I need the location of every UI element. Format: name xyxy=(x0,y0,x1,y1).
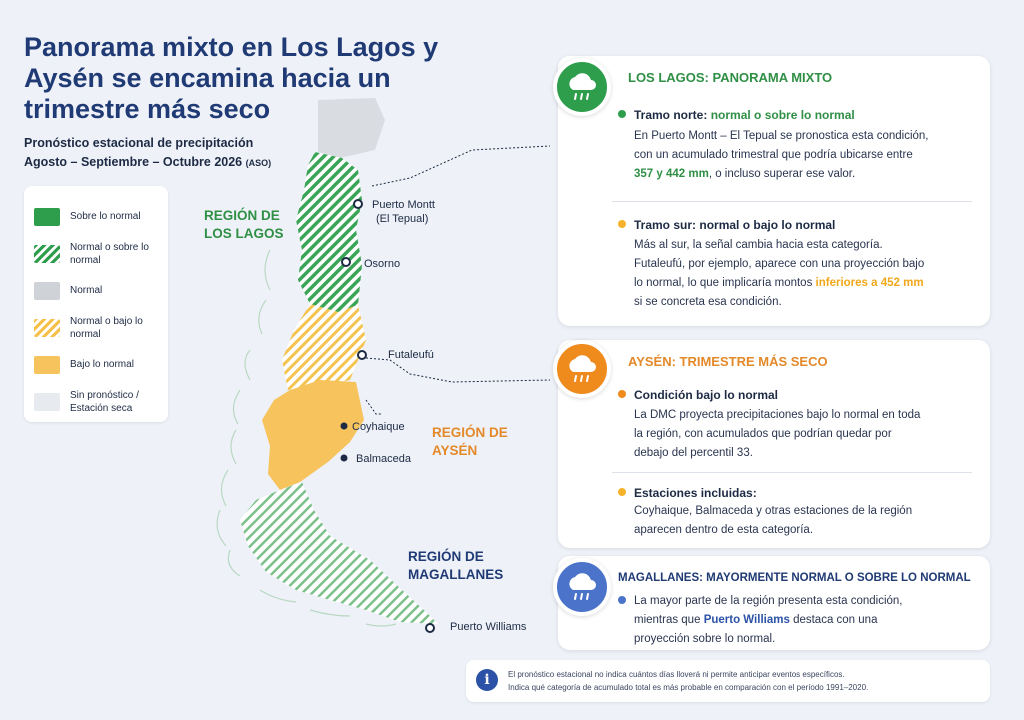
region-aysen xyxy=(262,380,364,490)
legend-item-sin-pronostico: Sin pronóstico / Estación seca xyxy=(34,383,158,420)
city-puerto-montt: Puerto Montt (El Tepual) xyxy=(372,199,435,225)
legend-item-sobre: Sobre lo normal xyxy=(34,198,158,235)
magallanes-text: La mayor parte de la región presenta esta condición, mientras que Puerto Williams destaca con una proyección sobre lo normal. xyxy=(618,592,978,649)
region-label-los-lagos: REGIÓN DE LOS LAGOS xyxy=(204,208,284,241)
city-coyhaique: Coyhaique xyxy=(352,421,405,433)
bullet-dot xyxy=(618,220,626,228)
legend-swatch xyxy=(34,282,60,300)
divider xyxy=(612,472,972,473)
bullet-dot xyxy=(618,488,626,496)
bullet-dot xyxy=(618,390,626,398)
card-los-lagos-heading: LOS LAGOS: PANORAMA MIXTO xyxy=(628,70,833,85)
city-puerto-williams: Puerto Williams xyxy=(450,621,527,633)
card-aysen-heading: AYSÉN: TRIMESTRE MÁS SECO xyxy=(628,354,828,369)
los-lagos-south-title: Tramo sur: normal o bajo lo normal xyxy=(618,218,835,232)
legend-swatch xyxy=(34,393,60,411)
subtitle-line2: Agosto – Septiembre – Octubre 2026 xyxy=(24,155,243,169)
legend-item-normal-sobre: Normal o sobre lo normal xyxy=(34,235,158,272)
region-north-gray xyxy=(318,98,385,158)
los-lagos-north-title: Tramo norte: normal o sobre lo normal xyxy=(618,108,855,122)
map-legend xyxy=(24,186,168,422)
subtitle-line1: Pronóstico estacional de precipitación xyxy=(24,136,254,150)
city-osorno: Osorno xyxy=(364,258,401,270)
region-los-lagos-south xyxy=(282,304,366,390)
legend-item-normal: Normal xyxy=(34,272,158,309)
bullet-dot xyxy=(618,596,626,604)
page-title: Panorama mixto en Los Lagos y Aysén se encamina hacia un trimestre más seco xyxy=(24,32,439,124)
card-magallanes-heading: MAGALLANES: MAYORMENTE NORMAL O SOBRE LO NORMAL xyxy=(618,572,971,584)
footnote-text: El pronóstico estacional no indica cuántos días lloverá ni permite anticipar eventos específicos. Indica qué categoría de acumulado total es más probable en comparación con el período 1991–2020. xyxy=(508,670,869,692)
legend-swatch xyxy=(34,356,60,374)
legend-item-normal-bajo: Normal o bajo lo normal xyxy=(34,309,158,346)
rain-cloud-icon xyxy=(553,340,611,398)
region-los-lagos xyxy=(296,152,362,312)
leader-lines xyxy=(366,146,550,414)
legend-swatch xyxy=(34,319,60,337)
aysen-cond-text: La DMC proyecta precipitaciones bajo lo normal en toda la región, con acumulados que podrían quedar por debajo del percentil 33. xyxy=(634,409,921,459)
region-label-aysen: REGIÓN DE AYSÉN xyxy=(432,425,508,458)
legend-swatch xyxy=(34,208,60,226)
aysen-cond-title: Condición bajo lo normal xyxy=(618,388,778,402)
region-label-magallanes: REGIÓN DE MAGALLANES xyxy=(408,549,504,582)
legend-item-bajo: Bajo lo normal xyxy=(34,346,158,383)
city-balmaceda: Balmaceda xyxy=(356,453,412,465)
subtitle-tag: (ASO) xyxy=(245,158,272,168)
footnote xyxy=(466,660,990,702)
rain-cloud-icon xyxy=(553,58,611,116)
bullet-dot xyxy=(618,110,626,118)
city-futaleufu: Futaleufú xyxy=(388,349,434,361)
divider xyxy=(612,201,972,202)
aysen-stations-title: Estaciones incluidas: xyxy=(618,486,757,500)
info-icon: i xyxy=(476,669,498,691)
aysen-stations-text: Coyhaique, Balmaceda y otras estaciones de la región aparecen dentro de esta categoría. xyxy=(634,505,913,536)
legend-swatch xyxy=(34,245,60,263)
los-lagos-north-text: En Puerto Montt – El Tepual se pronostica esta condición, con un acumulado trimestral que podría ubicarse entre 357 y 442 mm, o incluso superar ese valor. xyxy=(634,130,929,180)
rain-cloud-icon xyxy=(553,558,611,616)
los-lagos-south-text: Más al sur, la señal cambia hacia esta categoría. Futaleufú, por ejemplo, aparece con una proyección bajo lo normal, lo que implicaría montos inferiores a 452 mm si se concreta esa condición. xyxy=(634,239,925,308)
